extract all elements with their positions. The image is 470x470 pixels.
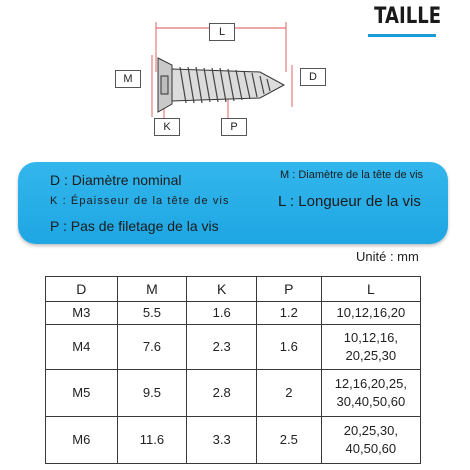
nominal-diameter-label: D	[300, 68, 326, 86]
heading-underline	[368, 34, 436, 37]
cell-p: 2	[256, 370, 321, 417]
cell-l-line1: 10,12,16,20	[336, 305, 406, 320]
table-row	[46, 325, 421, 370]
column-header-p: P	[256, 277, 321, 302]
cell-k: 2.3	[187, 325, 257, 370]
cell-l-line2: 20,25,30	[345, 348, 397, 363]
cell-d: M6	[46, 417, 118, 464]
size-heading: TAILLE	[374, 4, 442, 29]
column-header-d: D	[46, 277, 118, 302]
cell-l	[321, 325, 420, 370]
cell-p: 1.6	[256, 325, 321, 370]
screw-diagram	[110, 10, 340, 135]
cell-m: 9.5	[117, 370, 187, 417]
cell-l	[321, 370, 420, 417]
column-header-l: L	[321, 277, 420, 302]
legend-p: P : Pas de filetage de la vis	[50, 218, 219, 234]
head-diameter-label: M	[115, 70, 141, 88]
cell-d: M5	[46, 370, 118, 417]
cell-l-line1: 20,25,30,	[343, 423, 398, 438]
unit-label: Unité : mm	[356, 249, 419, 264]
cell-p: 1.2	[256, 302, 321, 325]
head-thickness-label: K	[154, 118, 180, 136]
cell-l-line1: 12,16,20,25,	[334, 376, 407, 391]
legend-k: K : Épaisseur de la tête de vis	[50, 195, 230, 207]
legend-m: M : Diamètre de la tête de vis	[280, 169, 424, 181]
table-header-row	[46, 277, 421, 302]
column-header-k: K	[187, 277, 257, 302]
table-row	[46, 417, 421, 464]
cell-d: M3	[46, 302, 118, 325]
length-label: L	[209, 23, 235, 41]
cell-l	[321, 417, 420, 464]
table-row	[46, 370, 421, 417]
cell-l-line2: 40,50,60	[345, 441, 397, 456]
cell-k: 3.3	[187, 417, 257, 464]
cell-k: 1.6	[187, 302, 257, 325]
thread-pitch-label: P	[221, 118, 247, 136]
cell-k: 2.8	[187, 370, 257, 417]
cell-l-line1: 10,12,16,	[343, 330, 398, 345]
legend-d: D : Diamètre nominal	[50, 172, 182, 188]
size-table	[45, 276, 421, 464]
cell-l-line2: 30,40,50,60	[336, 394, 406, 409]
column-header-m: M	[117, 277, 187, 302]
cell-m: 7.6	[117, 325, 187, 370]
cell-p: 2.5	[256, 417, 321, 464]
legend-l: L : Longueur de la vis	[278, 193, 421, 210]
table-row	[46, 302, 421, 325]
legend-panel	[18, 162, 448, 244]
cell-d: M4	[46, 325, 118, 370]
cell-m: 11.6	[117, 417, 187, 464]
cell-m: 5.5	[117, 302, 187, 325]
cell-l	[321, 302, 420, 325]
